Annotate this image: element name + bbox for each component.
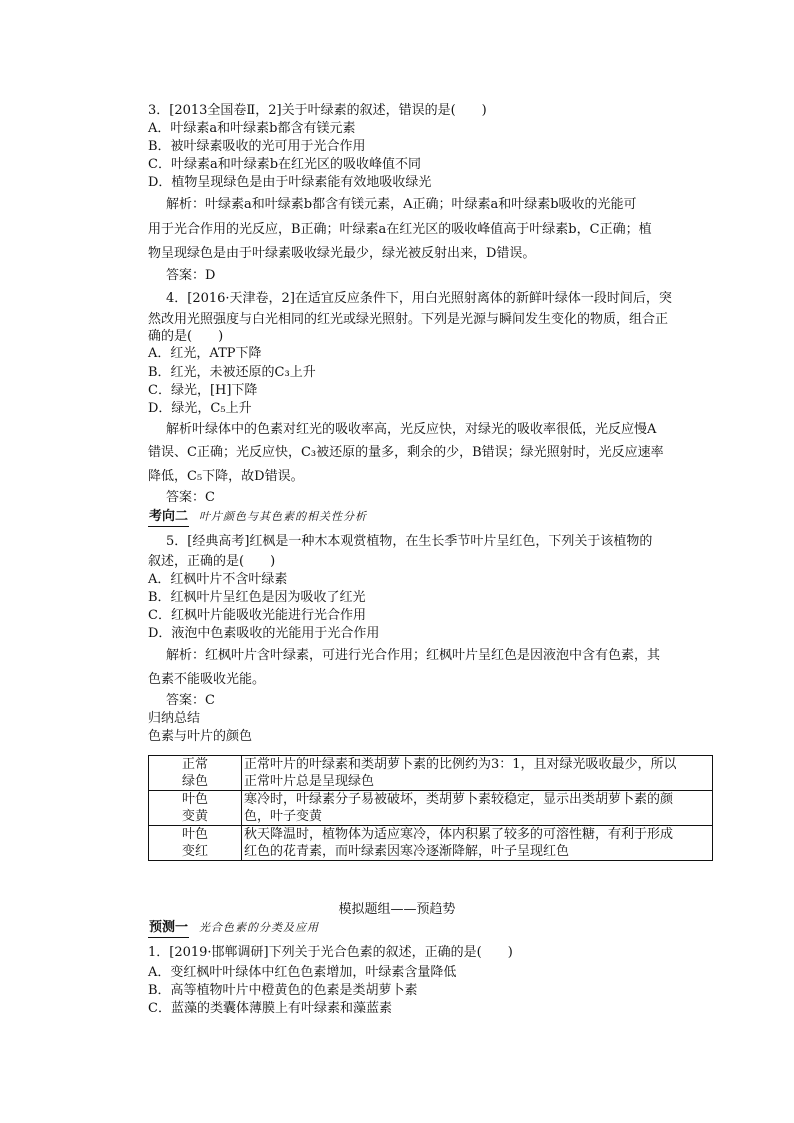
mock-q1-stem: 1．[2019·邯郸调研]下列关于光合色素的叙述，正确的是( ) (148, 945, 513, 960)
row-key-line: 绿色 (181, 774, 208, 789)
summary-subheading: 色素与叶片的颜色 (148, 729, 253, 744)
section-tag: 考向二 (148, 508, 189, 527)
row-key-line: 变黄 (181, 809, 208, 824)
mock-q1-option-b: B．高等植物叶片中橙黄色的色素是类胡萝卜素 (148, 983, 418, 998)
summary-heading: 归纳总结 (148, 711, 201, 726)
table-row (149, 826, 713, 861)
section-heading (148, 508, 367, 527)
row-key (149, 791, 242, 826)
q4-option-d: D．绿光，C₅上升 (148, 401, 252, 416)
q3-option-c: C．叶绿素a和叶绿素b在红光区的吸收峰值不同 (148, 157, 422, 172)
row-key-line: 正常 (181, 757, 208, 772)
row-key-line: 叶色 (181, 792, 208, 807)
q4-answer: 答案：C (166, 490, 215, 505)
q4-stem-line2: 然改用光照强度与白光相同的红光或绿光照射。下列是光源与瞬间发生变化的物质，组合正 (148, 312, 669, 327)
q4-option-a: A．红光，ATP下降 (148, 346, 262, 361)
mock-q1-option-c: C．蓝藻的类囊体薄膜上有叶绿素和藻蓝素 (148, 1001, 392, 1016)
row-value (242, 756, 713, 791)
row-value-line: 色，叶子变黄 (244, 809, 323, 824)
row-value-line: 寒冷时，叶绿素分子易被破坏，类胡萝卜素较稳定，显示出类胡萝卜素的颜 (244, 792, 674, 807)
q5-answer: 答案：C (166, 693, 215, 708)
q3-option-a: A．叶绿素a和叶绿素b都含有镁元素 (148, 121, 356, 136)
q4-stem-line1: 4．[2016·天津卷，2]在适宜反应条件下，用白光照射离体的新鲜叶绿体一段时间后，突 (166, 291, 672, 306)
row-key (149, 826, 242, 861)
q4-analysis-line1: 解析叶绿体中的色素对红光的吸收率高，光反应快，对绿光的吸收率很低，光反应慢A (166, 422, 657, 437)
q4-option-c: C．绿光，[H]下降 (148, 383, 258, 398)
q5-option-b: B．红枫叶片呈红色是因为吸收了红光 (148, 590, 366, 605)
q5-stem-line1: 5．[经典高考]红枫是一种木本观赏植物，在生长季节叶片呈红色，下列关于该植物的 (166, 534, 653, 549)
q5-option-a: A．红枫叶片不含叶绿素 (148, 572, 288, 587)
section-title: 叶片颜色与其色素的相关性分析 (199, 510, 368, 523)
row-key-line: 变红 (181, 844, 208, 859)
q5-stem-line2: 叙述，正确的是( ) (148, 554, 276, 569)
mock-heading (148, 919, 319, 938)
mock-tag: 预测一 (148, 919, 189, 938)
row-key (149, 756, 242, 791)
row-value-line: 红色的花青素，而叶绿素因寒冷逐渐降解，叶子呈现红色 (244, 844, 570, 859)
summary-table (148, 755, 713, 861)
q3-answer: 答案：D (166, 268, 216, 283)
q3-analysis-line2: 用于光合作用的光反应，B正确；叶绿素a在红光区的吸收峰值高于叶绿素b，C正确；植 (148, 222, 652, 237)
q4-analysis-line3: 降低，C₅下降，故D错误。 (148, 469, 304, 484)
q5-option-c: C．红枫叶片能吸收光能进行光合作用 (148, 608, 366, 623)
mock-tag-title: 光合色素的分类及应用 (199, 921, 320, 934)
q3-analysis-line3: 物呈现绿色是由于叶绿素吸收绿光最少，绿光被反射出来，D错误。 (148, 246, 536, 261)
q5-option-d: D．液泡中色素吸收的光能用于光合作用 (148, 626, 380, 641)
table-row (149, 791, 713, 826)
q4-analysis-line2: 错误、C正确；光反应快，C₃被还原的量多，剩余的少，B错误；绿光照射时，光反应速率 (148, 445, 664, 460)
q4-stem-line3: 确的是( ) (148, 329, 224, 344)
q5-analysis-line1: 解析：红枫叶片含叶绿素，可进行光合作用；红枫叶片呈红色是因液泡中含有色素，其 (166, 648, 661, 663)
mock-title: 模拟题组——预趋势 (338, 902, 456, 917)
q5-analysis-line2: 色素不能吸收光能。 (148, 672, 266, 687)
row-value-line: 正常叶片总是呈现绿色 (244, 774, 375, 789)
row-value-line: 正常叶片的叶绿素和类胡萝卜素的比例约为3：1，且对绿光吸收最少，所以 (244, 757, 677, 772)
table-row (149, 756, 713, 791)
row-value (242, 826, 713, 861)
q3-stem: 3．[2013全国卷Ⅱ，2]关于叶绿素的叙述，错误的是( ) (148, 103, 487, 118)
q3-option-b: B．被叶绿素吸收的光可用于光合作用 (148, 139, 366, 154)
q3-analysis-line1: 解析：叶绿素a和叶绿素b都含有镁元素，A正确；叶绿素a和叶绿素b吸收的光能可 (166, 197, 637, 212)
mock-q1-option-a: A．变红枫叶叶绿体中红色色素增加，叶绿素含量降低 (148, 965, 457, 980)
row-value (242, 791, 713, 826)
row-key-line: 叶色 (181, 827, 208, 842)
row-value-line: 秋天降温时，植物体为适应寒冷，体内积累了较多的可溶性糖，有利于形成 (244, 827, 674, 842)
q4-option-b: B．红光，未被还原的C₃上升 (148, 365, 316, 380)
q3-option-d: D．植物呈现绿色是由于叶绿素能有效地吸收绿光 (148, 175, 432, 190)
